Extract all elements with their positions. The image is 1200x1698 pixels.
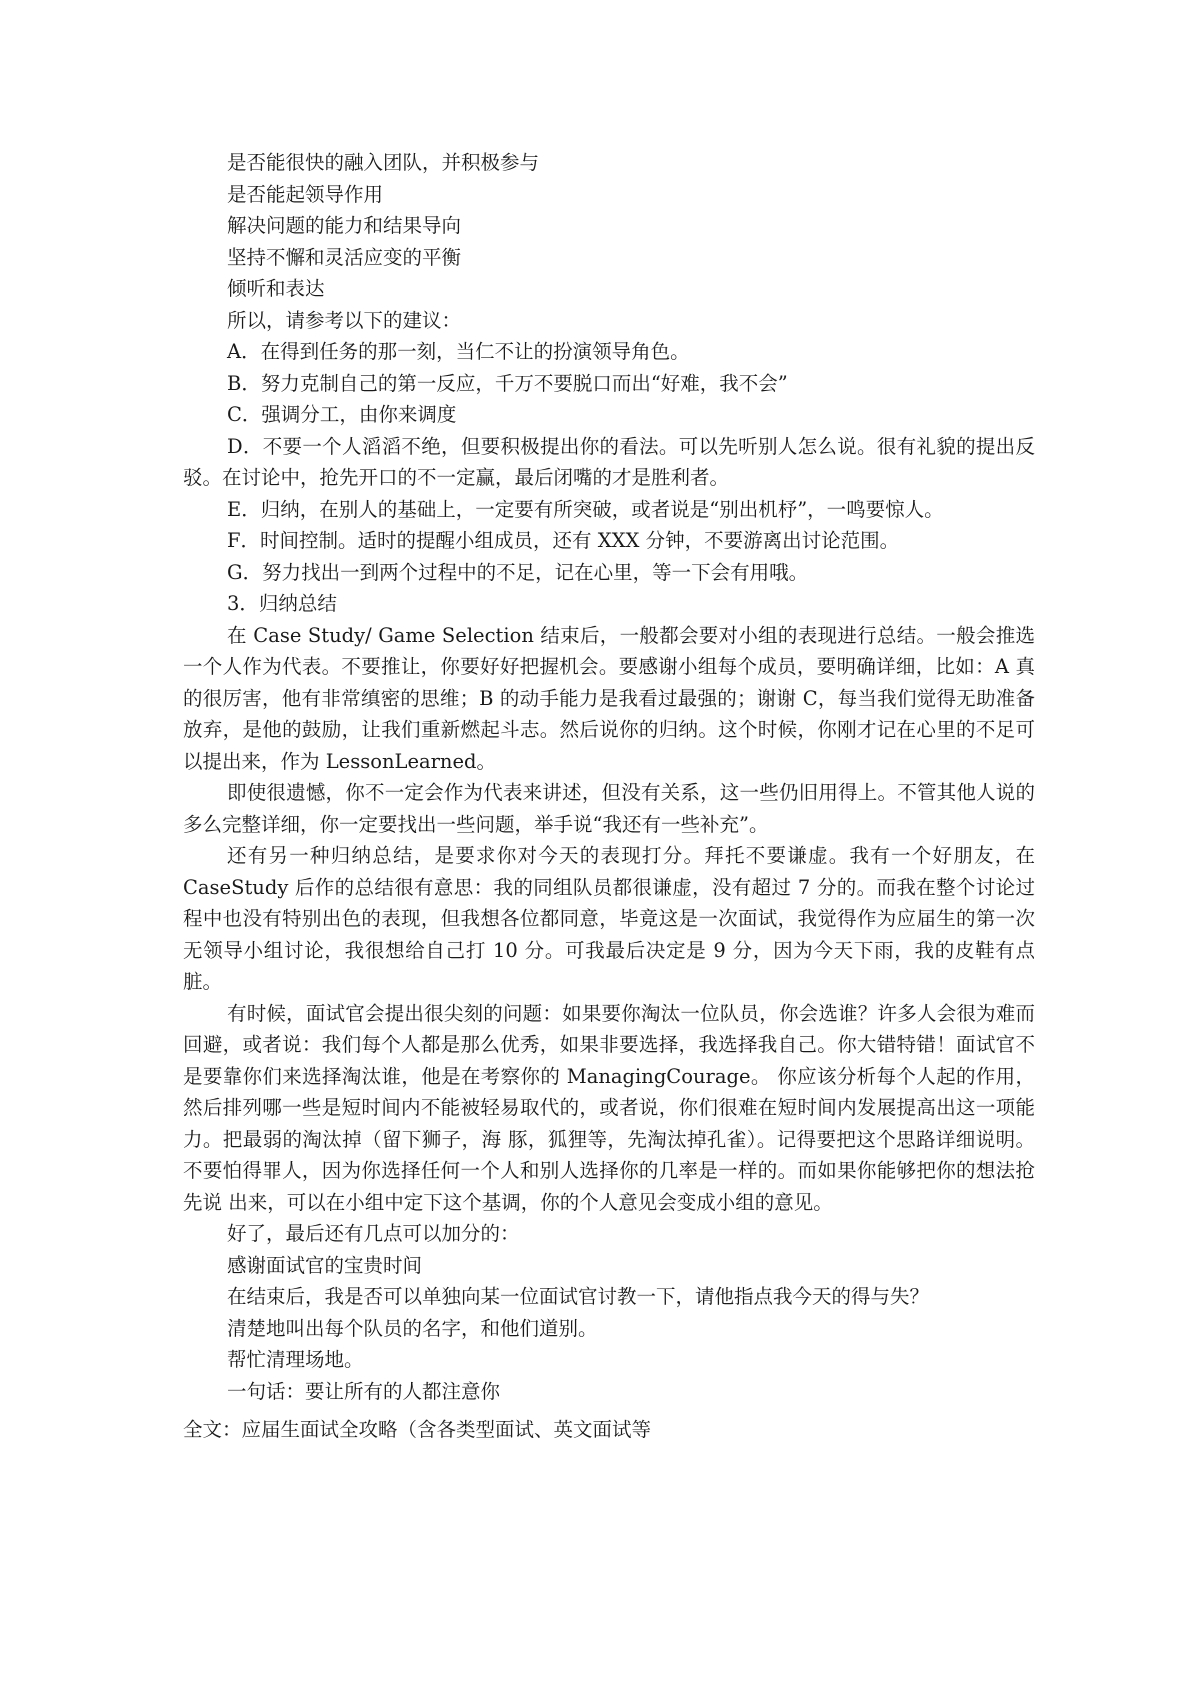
suggestion-d: D．不要一个人滔滔不绝，但要积极提出你的看法。可以先听别人怎么说。很有礼貌的提出反驳。在讨论中，抢先开口的不一定赢，最后闭嘴的才是胜利者。 [183, 434, 1035, 489]
bonus-intro: 好了，最后还有几点可以加分的： [227, 1222, 520, 1245]
body-paragraph: 还有另一种归纳总结，是要求你对今天的表现打分。拜托不要谦虚。我有一个好朋友，在 CaseStudy 后作的总结很有意思：我的同组队员都很谦虚，没有超过 7 分的。而我在整个讨论过程中也没有特别出色的表现，但我想各位都同意，毕竟这是一次面试，我觉得作为应届生的第一次无领导小组讨论，我很想给自己打 10 分。可我最后决定是 9 分，因为今天下雨，我的皮鞋有点脏。 [183, 844, 1035, 993]
suggestion-b: B．努力克制自己的第一反应，千万不要脱口而出“好难，我不会” [227, 371, 788, 395]
criteria-line: 是否能起领导作用 [227, 182, 384, 206]
section-heading: 3．归纳总结 [227, 592, 337, 615]
suggestion-c: C．强调分工，由你来调度 [227, 403, 457, 426]
document-body [183, 147, 1035, 1407]
bonus-point: 在结束后，我是否可以单独向某一位面试官讨教一下，请他指点我今天的得与失？ [227, 1285, 930, 1308]
criteria-line: 倾听和表达 [227, 277, 325, 300]
suggestion-f: F．时间控制。适时的提醒小组成员，还有 XXX 分钟，不要游离出讨论范围。 [227, 529, 900, 552]
body-paragraph: 即使很遗憾，你不一定会作为代表来讲述，但没有关系，这一些仍旧用得上。不管其他人说的多么完整详细，你一定要找出一些问题，举手说“我还有一些补充”。 [183, 781, 1035, 836]
criteria-line: 解决问题的能力和结果导向 [227, 214, 462, 237]
suggestion-e: E．归纳，在别人的基础上，一定要有所突破，或者说是“别出机杼”，一鸣要惊人。 [227, 497, 944, 521]
suggestion-g: G．努力找出一到两个过程中的不足，记在心里，等一下会有用哦。 [227, 560, 809, 584]
criteria-line: 是否能很快的融入团队，并积极参与 [227, 151, 540, 174]
body-paragraph: 有时候，面试官会提出很尖刻的问题：如果要你淘汰一位队员，你会选谁？许多人会很为难而回避，或者说：我们每个人都是那么优秀，如果非要选择，我选择我自己。你大错特错！面试官不是要靠你们来选择淘汰谁，他是在考察你的 ManagingCourage。 你应该分析每个人起的作用，然后排列哪一些是短时间内不能被轻易取代的，或者说，你们很难在短时间内发展提高出这一项能力。把最弱的淘汰掉（留下狮子，海 豚，狐狸等，先淘汰掉孔雀）。记得要把这个思路详细说明。不要怕得罪人，因为你选择任何一个人和别人选择你的几率是一样的。而如果你能够把你的想法抢先说 出来，可以在小组中定下这个基调，你的个人意见会变成小组的意见。 [183, 1001, 1035, 1214]
criteria-line: 坚持不懈和灵活应变的平衡 [227, 245, 462, 269]
bonus-point: 感谢面试官的宝贵时间 [227, 1253, 423, 1277]
suggestion-a: A．在得到任务的那一刻，当仁不让的扮演领导角色。 [227, 340, 690, 363]
bonus-point: 帮忙清理场地。 [227, 1348, 364, 1371]
summary-line: 一句话：要让所有的人都注意你 [227, 1379, 501, 1403]
suggestions-intro: 所以，请参考以下的建议： [227, 308, 462, 332]
footer-title: 全文：应届生面试全攻略（含各类型面试、英文面试等 [183, 1418, 652, 1441]
body-paragraph: 在 Case Study/ Game Selection 结束后，一般都会要对小组的表现进行总结。一般会推选一个人作为代表。不要推让，你要好好把握机会。要感谢小组每个成员，要明确详细，比如：A 真的很厉害，他有非常缜密的思维；B 的动手能力是我看过最强的；谢谢 C，每当我们觉得无助准备放弃，是他的鼓励，让我们重新燃起斗志。然后说你的归纳。这个时候，你刚才记在心里的不足可以提出来，作为 LessonLearned。 [183, 623, 1035, 773]
bonus-point: 清楚地叫出每个队员的名字，和他们道别。 [227, 1316, 598, 1340]
